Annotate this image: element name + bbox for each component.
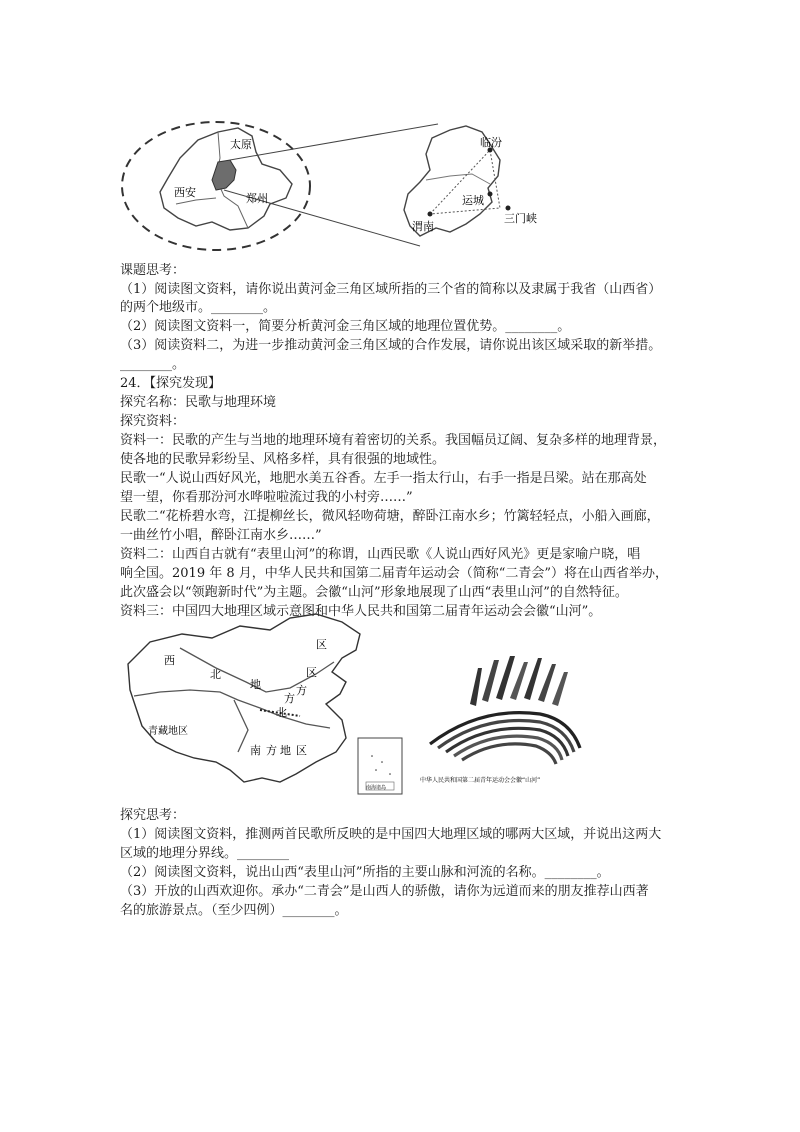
q23-line-5: ________。 — [120, 357, 186, 372]
label-linfen: 临汾 — [480, 136, 502, 149]
label-taiyuan: 太原 — [230, 138, 252, 151]
q24-song1-b: 望一望，你看那汾河水哗啦啦流过我的小村旁……” — [120, 490, 413, 505]
q24-think3-b: 名的旅游景点。（至少四例）________。 — [120, 903, 348, 918]
q24-number: 24．【探究发现】 — [120, 376, 222, 391]
q24-think2: （2）阅读图文资料，说出山西“表里山河”所指的主要山脉和河流的名称。________。 — [120, 865, 610, 880]
q23-line-4: （3）阅读资料二，为进一步推动黄河金三角区域的合作发展，请你说出该区域采取的新举措。 — [120, 338, 662, 353]
label-weinan: 渭南 — [412, 220, 434, 233]
q23-heading: 课题思考： — [120, 263, 186, 278]
map-label-fang-2: 方 — [296, 684, 307, 697]
q24-song2-a: 民歌二“花桥碧水弯，江提柳丝长，微风轻吻荷塘，醉卧江南水乡；竹篱轻轻点，小船入画廊， — [120, 509, 660, 524]
map-label-qu-3: 区 — [296, 744, 307, 757]
map-label-di-1: 地 — [250, 678, 261, 691]
q23-line-1: （1）阅读图文资料，请你说出黄河金三角区域所指的三个省的简称以及隶属于我省（山西省） — [120, 282, 662, 297]
map-label-fang-3: 方 — [266, 744, 277, 757]
shanhe-emblem — [420, 648, 620, 788]
q23-line-3: （2）阅读图文资料一，简要分析黄河金三角区域的地理位置优势。________。 — [120, 319, 571, 334]
q24-material2-b: 响全国。2019 年 8 月，中华人民共和国第二届青年运动会（简称“二青会”）将在山西省举办， — [120, 566, 669, 581]
q24-name: 探究名称：民歌与地理环境 — [120, 395, 277, 410]
map-label-qingzang: 青藏地区 — [148, 726, 188, 737]
map-label-nan: 南 — [250, 744, 261, 757]
map-label-di-2: 地 — [280, 744, 291, 757]
q24-think1-b: 区域的地理分界线。________ — [120, 846, 290, 861]
q24-song1-a: 民歌一“人说山西好风光，地肥水美五谷香。左手一指太行山，右手一指是吕梁。站在那高处 — [120, 471, 647, 486]
q24-think-heading: 探究思考： — [120, 808, 186, 823]
map-label-bei-1: 北 — [210, 668, 221, 681]
map-label-qu-2: 区 — [306, 666, 317, 679]
q24-material3: 资料三：中国四大地理区域示意图和中华人民共和国第二届青年运动会会徽“山河”。 — [120, 604, 602, 619]
q24-think1-a: （1）阅读图文资料，推测两首民歌所反映的是中国四大地理区域的哪两大区域，并说出这两大 — [120, 827, 662, 842]
q24-material1-a: 资料一：民歌的产生与当地的地理环境有着密切的关系。我国幅员辽阔、复杂多样的地理背景， — [120, 433, 667, 448]
label-sanmenxia: 三门峡 — [504, 212, 537, 225]
label-xian: 西安 — [174, 186, 196, 199]
boundary-qinghai-tibet — [234, 700, 248, 752]
map-label-south-sea: 南海诸岛 — [366, 785, 387, 791]
map-label-xi: 西 — [164, 654, 175, 667]
label-yuncheng: 运城 — [462, 194, 484, 207]
emblem-river-curves — [430, 713, 580, 764]
q24-materials: 探究资料： — [120, 414, 186, 429]
map-label-fang-1: 方 — [284, 692, 295, 705]
q24-song2-b: 一曲丝竹小唱，醉卧江南水乡……” — [120, 528, 322, 543]
q23-line-2: 的两个地级市。________。 — [120, 300, 277, 315]
golden-triangle-map — [120, 118, 570, 256]
map-label-qu-1: 区 — [316, 638, 327, 651]
q24-material2-c: 此次盛会以“领跑新时代”为主题。会徽“山河”形象地展现了山西“表里山河”的自然特征。 — [120, 585, 628, 600]
q24-material1-b: 使各地的民歌异彩纷呈、风格多样，具有很强的地域性。 — [120, 452, 446, 467]
map-label-bei-2: 北 — [276, 706, 287, 719]
highlighted-region — [212, 160, 236, 190]
china-four-regions-map — [120, 612, 420, 802]
q24-material2-a: 资料二：山西自古就有“表里山河”的称谓，山西民歌《人说山西好风光》更是家喻户晓，唱 — [120, 547, 641, 562]
emblem-caption: 中华人民共和国第二届青年运动会会徽“山河” — [420, 777, 541, 784]
q24-think3-a: （3）开放的山西欢迎你。承办“二青会”是山西人的骄傲，请你为远道而来的朋友推荐山西著 — [120, 884, 649, 899]
label-zhengzhou: 郑州 — [246, 192, 268, 205]
emblem-mountain-bars — [470, 656, 568, 706]
